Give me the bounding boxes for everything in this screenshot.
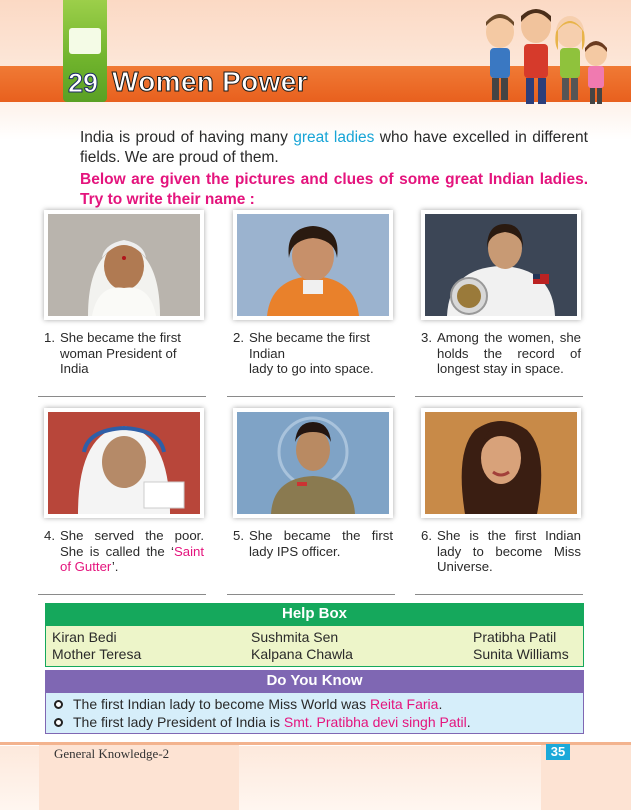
help-name: Pratibha Patil bbox=[473, 629, 557, 645]
clue-4-highlight: Saint of Gutter bbox=[60, 543, 204, 574]
answer-line-3 bbox=[415, 396, 583, 397]
portrait-photo bbox=[237, 412, 389, 514]
page-number: 35 bbox=[546, 744, 570, 760]
bullet-icon bbox=[54, 718, 63, 727]
portrait-photo bbox=[48, 412, 200, 514]
answer-line-5 bbox=[227, 594, 395, 595]
photo-5 bbox=[233, 408, 393, 518]
photo-3 bbox=[421, 210, 581, 320]
photo-2 bbox=[233, 210, 393, 320]
intro-paragraph: India is proud of having many great ladies who have excelled in different fields. We are proud of them. bbox=[80, 129, 588, 166]
help-name: Kalpana Chawla bbox=[251, 646, 353, 662]
intro-highlight: great ladies bbox=[293, 129, 375, 146]
portrait-photo bbox=[237, 214, 389, 316]
do-you-know-box bbox=[45, 692, 584, 734]
portrait-photo bbox=[425, 412, 577, 514]
lady-card-5: 5. She became the first lady IPS officer. bbox=[233, 408, 393, 559]
answer-line-2 bbox=[227, 396, 395, 397]
clue-1: She became the first woman President of India bbox=[60, 330, 181, 376]
cartoon-children-illustration bbox=[470, 2, 610, 110]
help-box-heading: Help Box bbox=[45, 603, 584, 625]
help-name: Kiran Bedi bbox=[52, 629, 117, 645]
portrait-photo bbox=[425, 214, 577, 316]
footer-divider bbox=[0, 742, 631, 745]
help-name: Sunita Williams bbox=[473, 646, 569, 662]
answer-line-1 bbox=[38, 396, 206, 397]
book-title: General Knowledge-2 bbox=[54, 746, 170, 761]
fact-item: The first Indian lady to become Miss World was Reita Faria. bbox=[54, 696, 442, 712]
lady-card-3: 3. Among the women, she holds the record of longest stay in space. bbox=[421, 210, 581, 377]
help-name: Sushmita Sen bbox=[251, 629, 339, 645]
portrait-photo bbox=[48, 214, 200, 316]
lady-card-1: 1. She became the first woman President of India bbox=[44, 210, 204, 377]
lady-card-4: 4. She served the poor. She is called the ‘Saint of Gutter’. bbox=[44, 408, 204, 575]
clue-3: Among the women, she holds the record of longest stay in space. bbox=[437, 330, 581, 376]
lady-card-2: 2. She became the first Indian lady to go into space. bbox=[233, 210, 393, 377]
chapter-number: 29 bbox=[67, 68, 99, 98]
instruction-text: Below are given the pictures and clues of some great Indian ladies. Try to write their name : bbox=[80, 171, 588, 208]
photo-6 bbox=[421, 408, 581, 518]
clue-2: She became the first Indian lady to go into space. bbox=[249, 330, 374, 376]
help-box bbox=[45, 625, 584, 667]
bullet-icon bbox=[54, 700, 63, 709]
clue-6: She is the first Indian lady to become Miss Universe. bbox=[437, 528, 581, 574]
photo-4 bbox=[44, 408, 204, 518]
answer-line-4 bbox=[38, 594, 206, 595]
fact-item: The first lady President of India is Smt. Pratibha devi singh Patil. bbox=[54, 714, 471, 730]
answer-line-6 bbox=[415, 594, 583, 595]
clue-4: She served the poor. She is called the ‘Saint of Gutter’. bbox=[60, 528, 204, 574]
fact-highlight: Reita Faria bbox=[369, 696, 439, 712]
chapter-title: Women Power bbox=[112, 66, 308, 97]
help-name: Mother Teresa bbox=[52, 646, 142, 662]
clue-5: She became the first lady IPS officer. bbox=[249, 528, 393, 559]
lady-card-6: 6. She is the first Indian lady to become Miss Universe. bbox=[421, 408, 581, 575]
do-you-know-heading: Do You Know bbox=[45, 670, 584, 692]
photo-1 bbox=[44, 210, 204, 320]
fact-highlight: Smt. Pratibha devi singh Patil bbox=[283, 714, 467, 730]
